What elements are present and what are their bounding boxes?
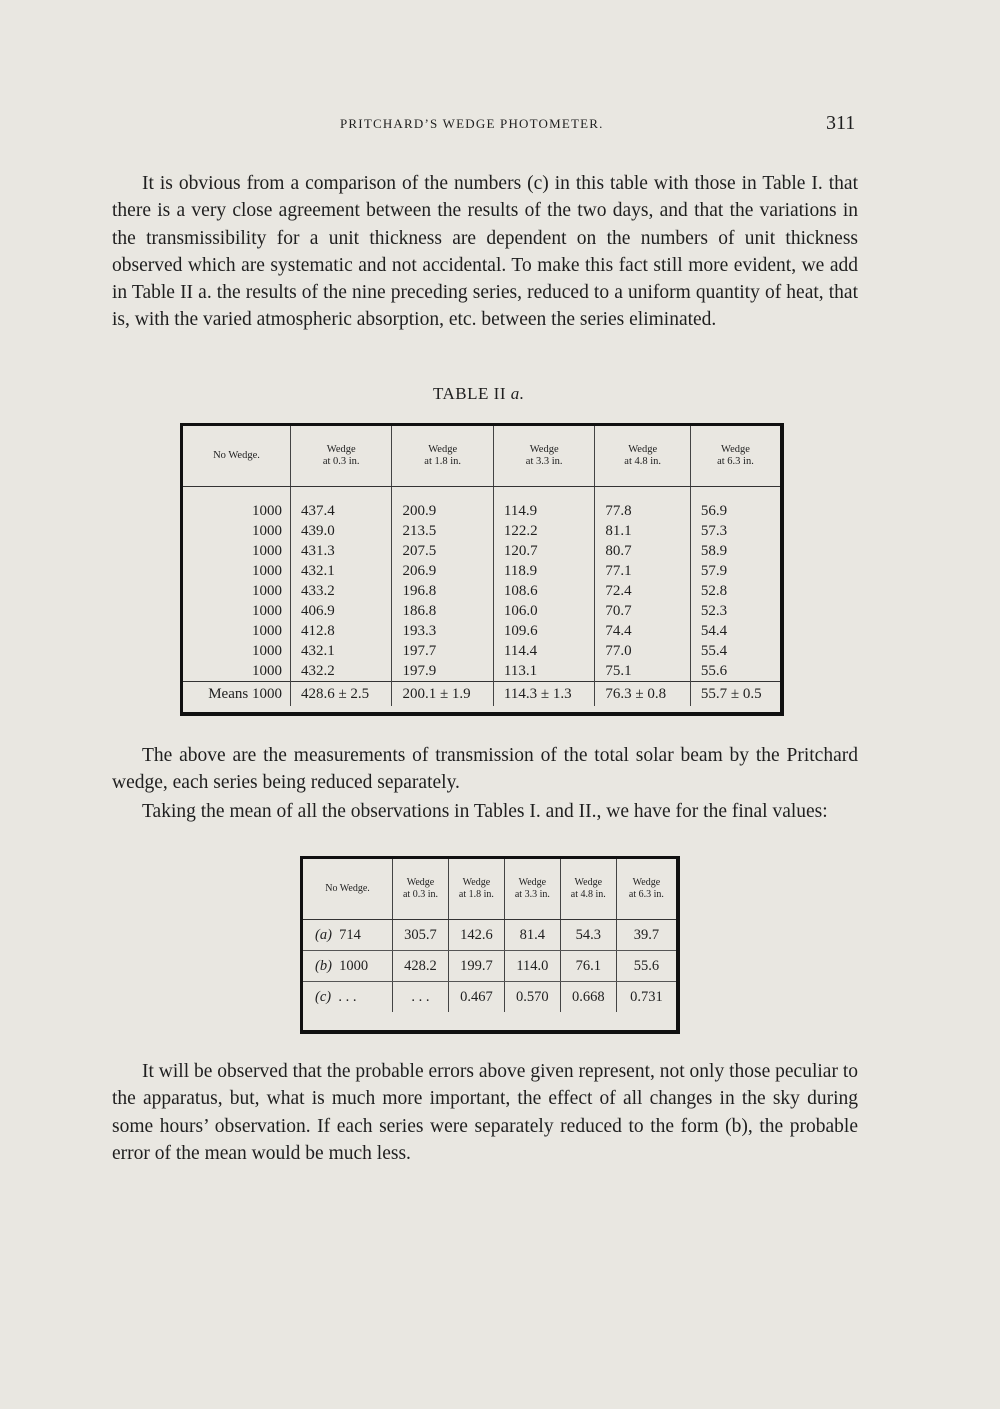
means-cell: 76.3 ± 0.8	[595, 682, 691, 707]
header-line1: Wedge	[721, 444, 750, 455]
table-row	[183, 621, 780, 641]
table-row	[183, 487, 780, 522]
wedge-cell: 0.467	[448, 982, 504, 1013]
column-header	[616, 859, 676, 920]
wedge-cell: 55.6	[616, 951, 676, 982]
table-row	[303, 920, 676, 951]
header-line1: Wedge	[518, 877, 547, 888]
table-row	[183, 601, 780, 621]
column-header	[290, 426, 391, 487]
paragraph-intro-text: It is obvious from a comparison of the numbers (c) in this table with those in Table I. that there is a very close agreement between the results of the two days, and that the variations in the transmissibility for a unit thickness are dependent on the numbers of unit thickness observed which are systematic and not accidental. To make this fact still more evident, we add in Table II a. the results of the nine preceding series, reduced to a uniform quantity of heat, that is, with the varied atmospheric absorption, etc. between the series eliminated.	[112, 173, 858, 331]
wedge-cell: 213.5	[392, 521, 493, 541]
running-title: PRITCHARD’S WEDGE PHOTOMETER.	[340, 116, 604, 131]
table-row	[303, 982, 676, 1013]
paragraph-probable-errors	[112, 1058, 858, 1167]
wedge-cell: 77.8	[595, 487, 691, 522]
row-label-cell	[303, 982, 393, 1013]
header-line2: at 3.3 in.	[514, 889, 550, 900]
header-line2: at 4.8 in.	[570, 889, 606, 900]
wedge-cell: 122.2	[493, 521, 594, 541]
wedge-cell: 197.7	[392, 641, 493, 661]
column-header	[448, 859, 504, 920]
row-label: (a)	[315, 926, 332, 943]
wedge-cell: 193.3	[392, 621, 493, 641]
no-wedge-cell: 1000	[251, 523, 282, 539]
row-label: (c)	[315, 988, 332, 1005]
wedge-cell: 0.731	[616, 982, 676, 1013]
header-line1: Wedge	[529, 444, 559, 455]
wedge-cell: 437.4	[290, 487, 391, 522]
wedge-cell: 186.8	[392, 601, 493, 621]
column-header	[393, 859, 449, 920]
column-header	[303, 859, 393, 920]
wedge-cell: 114.4	[493, 641, 594, 661]
wedge-cell: 0.570	[504, 982, 560, 1013]
means-cell: 428.6 ± 2.5	[290, 682, 391, 707]
header-line2: at 6.3 in.	[628, 889, 664, 900]
wedge-cell: 108.6	[493, 581, 594, 601]
wedge-cell: 207.5	[392, 541, 493, 561]
wedge-cell: 55.6	[690, 661, 780, 682]
no-wedge-cell: 1000	[251, 503, 282, 519]
no-wedge-value: 1000	[339, 957, 369, 974]
wedge-cell: 77.0	[595, 641, 691, 661]
wedge-cell: 52.8	[690, 581, 780, 601]
wedge-cell: 197.9	[392, 661, 493, 682]
wedge-cell: 58.9	[690, 541, 780, 561]
header-line2: at 0.3 in.	[402, 889, 438, 900]
header-line1: Wedge	[462, 877, 491, 888]
wedge-cell: 432.1	[290, 561, 391, 581]
wedge-cell: 39.7	[616, 920, 676, 951]
wedge-cell: 56.9	[690, 487, 780, 522]
table-row	[183, 541, 780, 561]
row-label-cell	[303, 920, 393, 951]
wedge-cell: 305.7	[393, 920, 449, 951]
wedge-cell: 80.7	[595, 541, 691, 561]
paragraph-final-values	[112, 798, 858, 825]
table-row	[183, 521, 780, 541]
header-line1: Wedge	[406, 877, 435, 888]
wedge-cell: 114.0	[504, 951, 560, 982]
no-wedge-cell: 1000	[251, 643, 282, 659]
no-wedge-cell: 1000	[251, 583, 282, 599]
wedge-cell: 106.0	[493, 601, 594, 621]
wedge-cell: 74.4	[595, 621, 691, 641]
wedge-cell: 196.8	[392, 581, 493, 601]
paragraph-intro	[112, 170, 858, 334]
wedge-cell: 428.2	[393, 951, 449, 982]
table-final-values	[300, 856, 680, 1034]
wedge-cell: 77.1	[595, 561, 691, 581]
header-line1: Wedge	[628, 444, 658, 455]
wedge-cell: 114.9	[493, 487, 594, 522]
table-row	[183, 581, 780, 601]
header-line2: at 0.3 in.	[322, 456, 360, 467]
wedge-cell: 76.1	[560, 951, 616, 982]
no-wedge-cell: 1000	[251, 623, 282, 639]
no-wedge-value: 714	[339, 926, 361, 943]
wedge-cell: 52.3	[690, 601, 780, 621]
wedge-cell: 81.4	[504, 920, 560, 951]
table-row	[303, 951, 676, 982]
table-iia-title	[433, 384, 524, 404]
header-line1: Wedge	[326, 444, 356, 455]
wedge-cell: 118.9	[493, 561, 594, 581]
wedge-cell: 142.6	[448, 920, 504, 951]
table-row	[183, 641, 780, 661]
row-label: (b)	[315, 957, 332, 974]
paragraph-probable-errors-text: It will be observed that the probable errors above given represent, not only those peculiar to the apparatus, but, what is much more important, the effect of all changes in the sky during some hours’ observation. If each series were separately reduced to the form (b), the probable error of the mean would be much less.	[112, 1061, 858, 1164]
column-header	[560, 859, 616, 920]
wedge-cell: 206.9	[392, 561, 493, 581]
wedge-cell: 55.4	[690, 641, 780, 661]
wedge-cell: 70.7	[595, 601, 691, 621]
column-header	[392, 426, 493, 487]
header-line1: No Wedge.	[325, 883, 370, 894]
wedge-cell: 412.8	[290, 621, 391, 641]
means-cell: 114.3 ± 1.3	[493, 682, 594, 707]
header-line2: at 6.3 in.	[717, 456, 754, 467]
means-cell: 55.7 ± 0.5	[690, 682, 780, 707]
means-row	[183, 682, 780, 707]
wedge-cell: 120.7	[493, 541, 594, 561]
no-wedge-cell: 1000	[251, 663, 282, 679]
no-wedge-cell: 1000	[251, 603, 282, 619]
no-wedge-value: . . .	[338, 988, 357, 1005]
header-line2: at 1.8 in.	[458, 889, 494, 900]
wedge-cell: 406.9	[290, 601, 391, 621]
table-iia	[180, 423, 784, 716]
header-line2: at 3.3 in.	[525, 456, 563, 467]
column-header	[183, 426, 290, 487]
wedge-cell: 431.3	[290, 541, 391, 561]
wedge-cell: 81.1	[595, 521, 691, 541]
table-row	[183, 661, 780, 682]
wedge-cell: 439.0	[290, 521, 391, 541]
no-wedge-cell: 1000	[251, 563, 282, 579]
paragraph-measurements	[112, 742, 858, 797]
header-line2: at 4.8 in.	[624, 456, 662, 467]
wedge-cell: 57.3	[690, 521, 780, 541]
row-label-cell	[303, 951, 393, 982]
table-row	[183, 561, 780, 581]
wedge-cell: 54.3	[560, 920, 616, 951]
paragraph-measurements-text: The above are the measurements of transmission of the total solar beam by the Pritchard wedge, each series being reduced separately.	[112, 745, 858, 794]
wedge-cell: 432.2	[290, 661, 391, 682]
column-header	[595, 426, 691, 487]
header-line1: Wedge	[428, 444, 458, 455]
wedge-cell: 109.6	[493, 621, 594, 641]
table-iia-title-suffix: a.	[510, 384, 525, 403]
no-wedge-cell: 1000	[251, 543, 282, 559]
means-label: Means 1000	[183, 682, 290, 707]
wedge-cell: 432.1	[290, 641, 391, 661]
table-iia-title-prefix: TABLE II	[433, 384, 506, 403]
column-header	[690, 426, 780, 487]
header-line2: at 1.8 in.	[424, 456, 462, 467]
wedge-cell: 113.1	[493, 661, 594, 682]
paragraph-final-values-text: Taking the mean of all the observations in Tables I. and II., we have for the final values:	[142, 801, 828, 822]
column-header	[504, 859, 560, 920]
wedge-cell: 57.9	[690, 561, 780, 581]
wedge-cell: 0.668	[560, 982, 616, 1013]
header-line1: No Wedge.	[213, 450, 260, 461]
wedge-cell: . . .	[393, 982, 449, 1013]
wedge-cell: 72.4	[595, 581, 691, 601]
wedge-cell: 433.2	[290, 581, 391, 601]
wedge-cell: 54.4	[690, 621, 780, 641]
wedge-cell: 200.9	[392, 487, 493, 522]
wedge-cell: 199.7	[448, 951, 504, 982]
header-line1: Wedge	[574, 877, 603, 888]
page-number: 311	[826, 112, 856, 134]
means-cell: 200.1 ± 1.9	[392, 682, 493, 707]
wedge-cell: 75.1	[595, 661, 691, 682]
header-line1: Wedge	[632, 877, 661, 888]
column-header	[493, 426, 594, 487]
